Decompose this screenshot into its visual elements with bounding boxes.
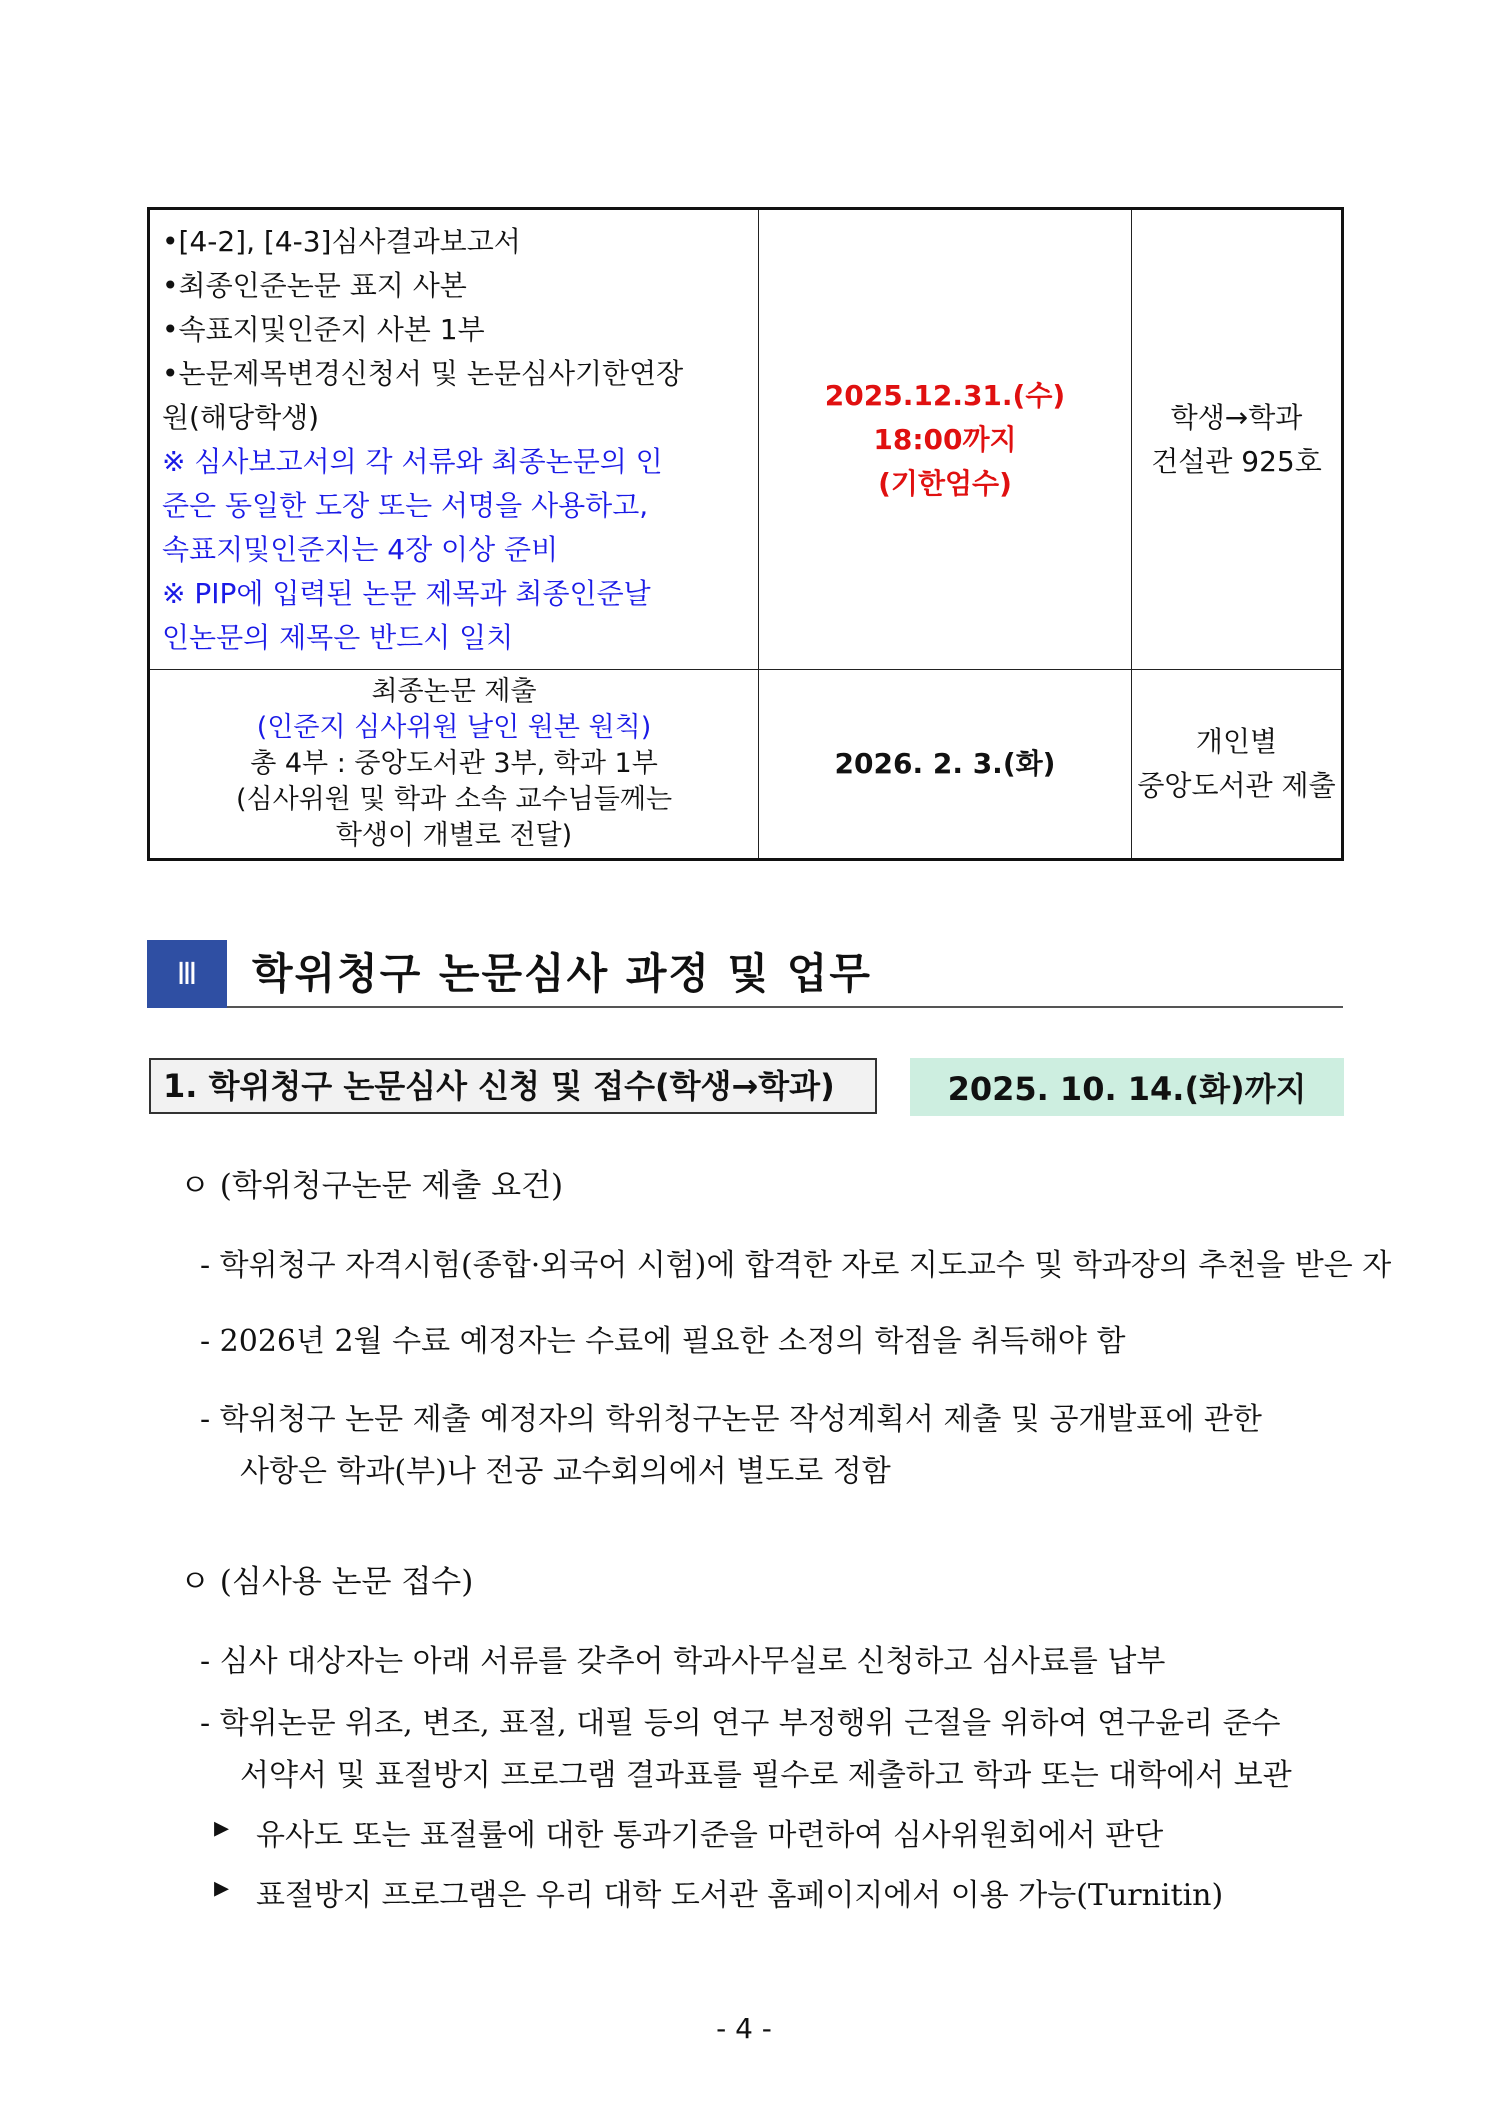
final-line: 학생이 개별로 전달): [335, 820, 573, 851]
section-title: 학위청구 논문심사 과정 및 업무: [252, 949, 872, 998]
place-line: 건설관 925호: [1151, 444, 1322, 478]
table-row: [149, 670, 1343, 860]
final-line: (심사위원 및 학과 소속 교수님들께는: [235, 784, 673, 815]
block1-item-cont: 사항은 학과(부)나 전공 교수회의에서 별도로 정함: [240, 1454, 891, 1489]
doc-line: •[4-2], [4-3]심사결과보고서: [162, 224, 521, 258]
triangle-bullet-icon: ▸: [214, 1870, 230, 1905]
block2-item-cont: 서약서 및 표절방지 프로그램 결과표를 필수로 제출하고 학과 또는 대학에서 보관: [240, 1758, 1292, 1793]
place-line: 개인별: [1195, 725, 1278, 758]
subsection-title: 1. 학위청구 논문심사 신청 및 접수(학생→학과): [149, 1058, 877, 1114]
final-note: (인준지 심사위원 날인 원본 원칙): [256, 712, 652, 743]
doc-line: •논문제목변경신청서 및 논문심사기한연장: [162, 356, 684, 390]
block2-bullet: 유사도 또는 표절률에 대한 통과기준을 마련하여 심사위원회에서 판단: [256, 1818, 1164, 1853]
deadline-time: 18:00까지: [873, 422, 1017, 456]
block2-bullet: 표절방지 프로그램은 우리 대학 도서관 홈페이지에서 이용 가능(Turnitin): [256, 1878, 1224, 1913]
block1-item: - 2026년 2월 수료 예정자는 수료에 필요한 소정의 학점을 취득해야 함: [200, 1324, 1126, 1359]
final-title: 최종논문 제출: [371, 676, 537, 707]
subsection-date: 2025. 10. 14.(화)까지: [910, 1058, 1344, 1116]
doc-line: 원(해당학생): [162, 400, 320, 434]
place-line: 학생→학과: [1170, 400, 1303, 434]
block1-item: - 학위청구 논문 제출 예정자의 학위청구논문 작성계획서 제출 및 공개발표에 관한: [200, 1402, 1262, 1437]
page-number: - 4 -: [716, 2012, 772, 2045]
block1-heading: ㅇ (학위청구논문 제출 요건): [180, 1168, 564, 1204]
deadline-note: (기한엄수): [878, 466, 1012, 500]
triangle-bullet-icon: ▸: [214, 1810, 230, 1845]
note-line: ※ 심사보고서의 각 서류와 최종논문의 인: [162, 444, 663, 478]
final-line: 총 4부 : 중앙도서관 3부, 학과 1부: [250, 748, 658, 779]
place-cell: [1132, 209, 1343, 670]
deadline-date: 2025.12.31.(수): [824, 378, 1066, 412]
block2-heading: ㅇ (심사용 논문 접수): [180, 1564, 474, 1600]
final-submission-cell: [149, 670, 759, 860]
deadline-cell: [759, 209, 1132, 670]
note-line: ※ PIP에 입력된 논문 제목과 최종인준날: [162, 576, 651, 610]
final-place-cell: [1132, 670, 1343, 860]
block2-item: - 학위논문 위조, 변조, 표절, 대필 등의 연구 부정행위 근절을 위하여 연구윤리 준수: [200, 1706, 1281, 1741]
submission-table: [147, 207, 1344, 861]
table-row: [149, 209, 1343, 670]
block1-item: - 학위청구 자격시험(종합·외국어 시험)에 합격한 자로 지도교수 및 학과장의 추천을 받은 자: [200, 1248, 1392, 1283]
doc-line: •최종인준논문 표지 사본: [162, 268, 467, 302]
doc-line: •속표지및인준지 사본 1부: [162, 312, 485, 346]
note-line: 속표지및인준지는 4장 이상 준비: [162, 532, 559, 566]
block2-item: - 심사 대상자는 아래 서류를 갖추어 학과사무실로 신청하고 심사료를 납부: [200, 1644, 1166, 1679]
final-deadline-cell: 2026. 2. 3.(화): [759, 670, 1132, 860]
section-number: Ⅲ: [147, 940, 227, 1008]
note-line: 준은 동일한 도장 또는 서명을 사용하고,: [162, 488, 649, 522]
note-line: 인논문의 제목은 반드시 일치: [162, 620, 514, 654]
section-divider: [227, 1006, 1343, 1008]
documents-cell: [149, 209, 759, 670]
place-line: 중앙도서관 제출: [1137, 769, 1336, 802]
